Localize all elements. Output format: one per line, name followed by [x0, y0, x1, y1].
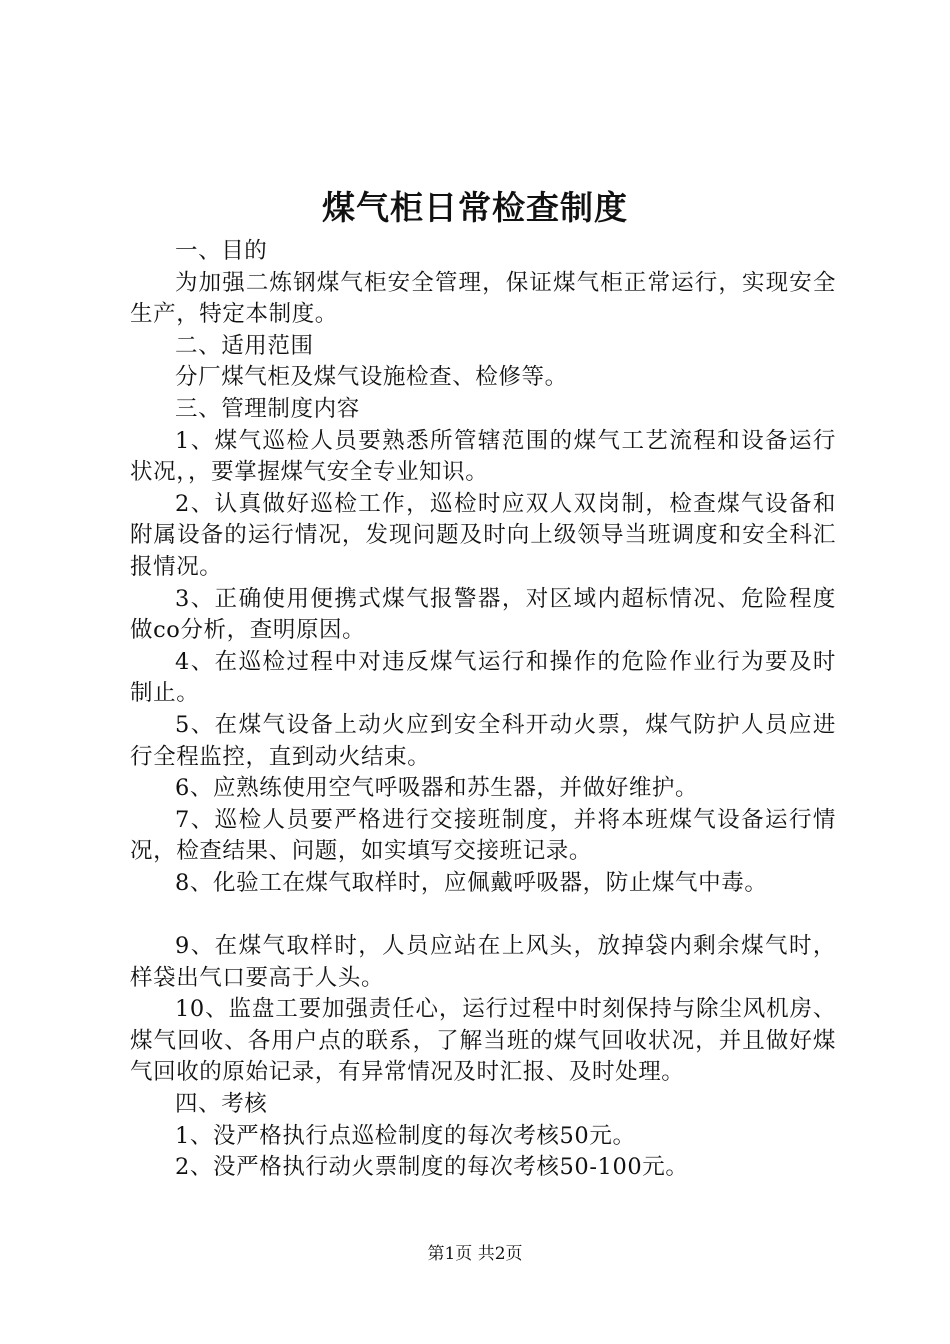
paragraph-scope: 分厂煤气柜及煤气设施检查、检修等。: [175, 364, 568, 391]
rule-item-1: 1、煤气巡检人员要熟悉所管辖范围的煤气工艺流程和设备运行状况，，要掌握煤气安全专业知识。: [130, 427, 836, 486]
rule-item-3: 3、正确使用便携式煤气报警器，对区域内超标情况、危险程度做co分析，查明原因。: [130, 585, 836, 644]
assessment-item-2: 2、没严格执行动火票制度的每次考核50-100元。: [175, 1154, 689, 1181]
section-heading-assessment: 四、考核: [175, 1091, 268, 1118]
rule-item-8: 8、化验工在煤气取样时，应佩戴呼吸器，防止煤气中毒。: [175, 869, 768, 896]
rule-item-2: 2、认真做好巡检工作，巡检时应双人双岗制，检查煤气设备和附属设备的运行情况，发现问题及时向上级领导当班调度和安全科汇报情况。: [130, 490, 836, 580]
section-heading-purpose: 一、目的: [175, 238, 268, 264]
rule-item-9: 9、在煤气取样时，人员应站在上风头，放掉袋内剩余煤气时，样袋出气口要高于人头。: [130, 933, 836, 991]
rule-item-7: 7、巡检人员要严格进行交接班制度，并将本班煤气设备运行情况，检查结果、问题，如实填写交接班记录。: [130, 806, 836, 865]
document-body: [130, 236, 836, 1184]
rule-item-5: 5、在煤气设备上动火应到安全科开动火票，煤气防护人员应进行全程监控，直到动火结束。: [130, 711, 836, 770]
assessment-item-1: 1、没严格执行点巡检制度的每次考核50元。: [175, 1122, 636, 1149]
document-title: 煤气柜日常检查制度: [322, 188, 628, 227]
rule-item-10: 10、监盘工要加强责任心，运行过程中时刻保持与除尘风机房、煤气回收、各用户点的联系，了解当班的煤气回收状况，并且做好煤气回收的原始记录，有异常情况及时汇报、及时处理。: [130, 996, 836, 1086]
rule-item-6: 6、应熟练使用空气呼吸器和苏生器，并做好维护。: [175, 775, 699, 802]
paragraph-purpose: 为加强二炼钢煤气柜安全管理，保证煤气柜正常运行，实现安全生产，特定本制度。: [130, 269, 836, 328]
section-heading-scope: 二、适用范围: [175, 332, 314, 359]
section-heading-rules: 三、管理制度内容: [175, 395, 360, 422]
page-footer: 第1页 共2页: [427, 1244, 523, 1264]
rule-item-4: 4、在巡检过程中对违反煤气运行和操作的危险作业行为要及时制止。: [130, 648, 836, 707]
